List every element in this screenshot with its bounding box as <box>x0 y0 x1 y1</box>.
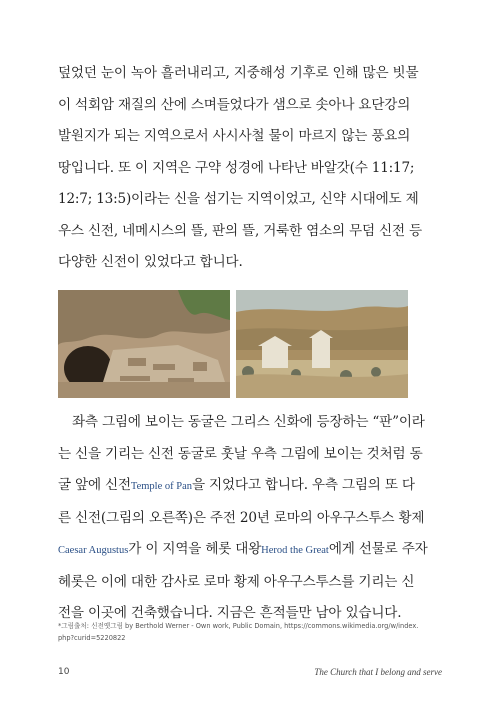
text-segment: 가 이 지역을 헤롯 대왕 <box>128 541 262 557</box>
text-line: 12:7; 13:5)이라는 신을 섬기는 지역이었고, 신약 시대에도 제 <box>58 191 419 207</box>
text-segment: 에게 선물로 주자 <box>328 541 428 557</box>
text-line: 발원지가 되는 지역으로서 사시사철 물이 마르지 않는 풍요의 <box>58 128 411 144</box>
text-line: 는 신을 기리는 신전 동굴로 훗날 우측 그림에 보이는 것처럼 동 <box>58 445 423 462</box>
english-term: Temple of Pan <box>130 481 192 492</box>
text-line <box>58 534 444 567</box>
text-line: 땅입니다. 또 이 지역은 구약 성경에 나타난 바알갓(수 11:17; <box>58 159 415 176</box>
text-line: 덮었던 눈이 녹아 흘러내리고, 지중해성 기후로 인해 많은 빗물 <box>58 65 419 81</box>
text-line: 전을 이곳에 건축했습니다. 지금은 흔적들만 남아 있습니다. <box>58 605 402 621</box>
paragraph-2 <box>58 407 444 630</box>
paragraph-1 <box>58 58 444 279</box>
text-line: 우스 신전, 네메시스의 뜰, 판의 뜰, 거룩한 염소의 무덤 신전 등 <box>58 222 422 239</box>
footnote-label: *그림출처: 신전옛그림 <box>58 622 123 630</box>
image-source-footnote <box>58 620 438 644</box>
text-line: 헤롯은 이에 대한 감사로 로마 황제 아우구스투스를 기리는 신 <box>58 573 415 590</box>
text-segment: 굴 앞에 신전 <box>58 477 131 493</box>
footnote-text-continued: php?curid=5220822 <box>58 634 126 642</box>
text-line: 이 석회암 재질의 산에 스며들었다가 샘으로 솟아나 요단강의 <box>58 96 411 113</box>
english-term: Caesar Augustus <box>58 545 129 556</box>
text-line: 른 신전(그림의 오른쪽)은 주전 20년 로마의 아우구스투스 황제 <box>58 509 425 526</box>
text-line: 좌측 그림에 보이는 동굴은 그리스 신화에 등장하는 “판”이라 <box>72 414 425 430</box>
text-segment: 을 지었다고 합니다. 우측 그림의 또 다 <box>192 477 415 493</box>
footnote-text: by Berthold Werner - Own work, Public Domain, https://commons.wikimedia.org/w/index. <box>122 622 419 630</box>
cave-ruins-photo <box>58 290 230 398</box>
text-line <box>58 470 444 503</box>
text-line: 다양한 신전이 있었다고 합니다. <box>58 254 243 270</box>
page-number: 10 <box>58 667 70 677</box>
english-term: Herod the Great <box>261 545 329 556</box>
temple-illustration <box>236 290 408 398</box>
running-title: The Church that I belong and serve <box>314 667 442 677</box>
